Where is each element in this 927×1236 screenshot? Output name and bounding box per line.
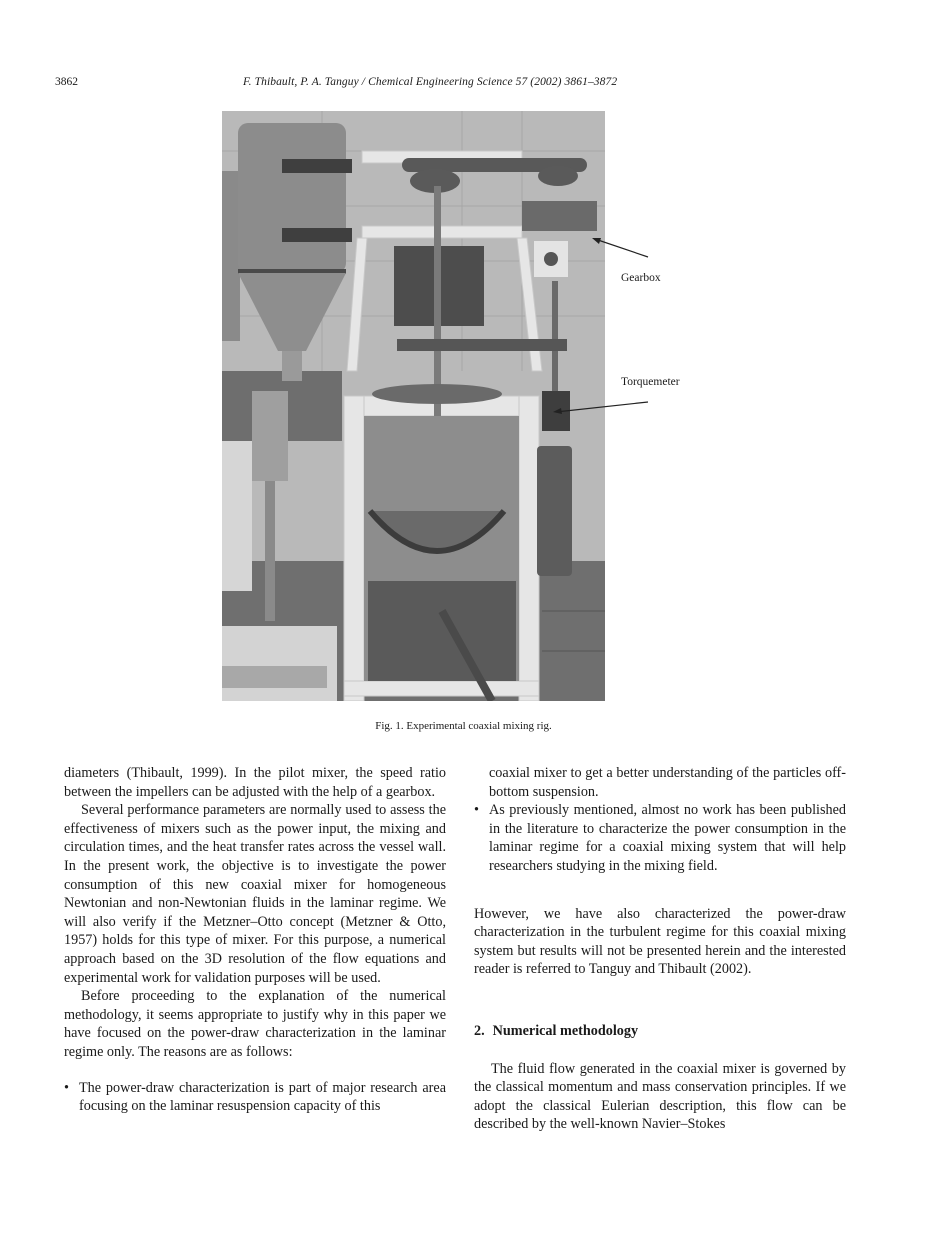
paragraph: Several performance parameters are normally used to assess the effectiveness of mixers such as the power input, the mixing and circulation times, and the heat transfer rates across the vessel wall. In the present work, the objective is to investigate the power consumption of this new coaxial mixer for homogeneous Newtonian and non-Newtonian fluids in the laminar regime. We will also verify if the Metzner–Otto concept (Metzner & Otto, 1957) holds for this type of mixer. For this purpose, a numerical approach based on the 3D resolution of the flow equations and experimental work for validation purposes will be used.: [64, 802, 446, 986]
torquemeter-label: Torquemeter: [621, 376, 680, 388]
bullet-item: [64, 1079, 446, 1116]
bullet-icon: •: [64, 1079, 69, 1096]
bullet-text: coaxial mixer to get a better understanding of the particles off-bottom suspension.: [489, 765, 846, 800]
bullet-item: [474, 801, 846, 875]
figure-photo: [222, 111, 605, 701]
paragraph: However, we have also characterized the power-draw characterization in the turbulent regime for this coaxial mixing system but results will not be presented herein and the interested reader is referred to Tanguy and Thibault (2002).: [474, 905, 846, 978]
bullet-text: As previously mentioned, almost no work has been published in the literature to characterize the power consumption in the laminar regime for a coaxial mixing system that will help researchers studying in the mixing field.: [489, 802, 846, 874]
figure-caption: Fig. 1. Experimental coaxial mixing rig.: [375, 720, 552, 732]
bullet-text: The power-draw characterization is part of major research area focusing on the laminar resuspension capacity of this: [79, 1079, 446, 1115]
bullet-item-continued: [474, 764, 846, 801]
section-number: 2.: [474, 1022, 485, 1039]
gearbox-label: Gearbox: [621, 272, 661, 284]
page-number: 3862: [55, 76, 78, 88]
paragraph: Before proceeding to the explanation of the numerical methodology, it seems appropriate to justify why in this paper we have focused on the power-draw characterization in the laminar regime only. The reasons are as follows:: [64, 988, 446, 1060]
right-column: [474, 764, 846, 1134]
paragraph: The fluid flow generated in the coaxial mixer is governed by the classical momentum and mass conservation principles. If we adopt the classical Eulerian description, this flow can be described by the well-known Navier–Stokes: [474, 1060, 846, 1133]
mixing-rig-photo: [222, 111, 605, 701]
left-column: [64, 764, 446, 1116]
bullet-icon: •: [474, 802, 479, 819]
paragraph: diameters (Thibault, 1999). In the pilot mixer, the speed ratio between the impellers can be adjusted with the help of a gearbox.: [64, 765, 446, 800]
section-heading: [474, 1022, 846, 1041]
section-title: Numerical methodology: [492, 1022, 639, 1039]
journal-reference: F. Thibault, P. A. Tanguy / Chemical Engineering Science 57 (2002) 3861–3872: [243, 76, 618, 88]
